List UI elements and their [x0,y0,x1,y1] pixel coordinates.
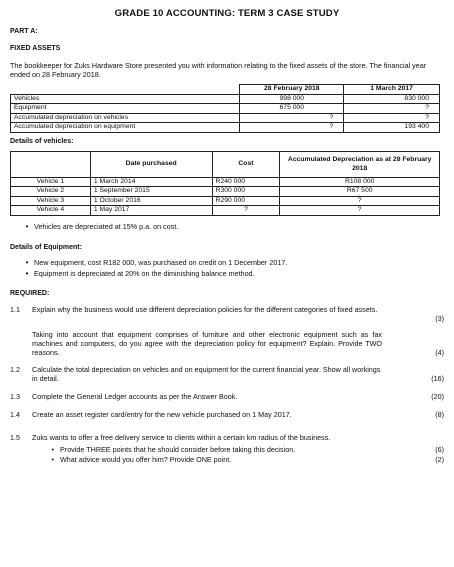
date-purchased: 1 September 2015 [90,187,212,196]
question-text: Calculate the total depreciation on vehicles and on equipment for the current financial year. Show all workings in detail. [32,365,381,384]
question-1-5 [10,433,444,442]
question-text: Provide THREE points that he should consider before taking this decision. [60,445,296,455]
depreciation-value: ? [280,206,440,215]
table-row [11,94,440,103]
question-text: What advice would you offer him? Provide ONE point. [60,455,232,465]
cell-value: 830 000 [344,94,440,103]
cost-value: R290 000 [212,196,280,205]
row-label: Equipment [11,104,240,113]
cell-value: ? [344,113,440,122]
table-row [11,196,440,205]
vehicle-name: Vehicle 3 [11,196,91,205]
equipment-heading: Details of Equipment: [10,243,82,251]
cell-value: ? [240,123,344,132]
question-marks: (8) [435,410,444,420]
question-number: 1.4 [10,410,20,420]
table-row [11,104,440,113]
cell-value: 193 400 [344,123,440,132]
question-number: 1.2 [10,365,20,375]
question-marks: (3) [435,314,444,324]
question-1-3 [10,392,444,401]
document-title: GRADE 10 ACCOUNTING: TERM 3 CASE STUDY [114,8,340,19]
bullet-glyph: • [51,455,54,465]
question-text: Complete the General Ledger accounts as per the Answer Book. [32,392,238,402]
question-marks: (6) [435,445,444,455]
table-row [11,113,440,122]
question-1-5-bullet [10,445,444,454]
question-text: Zuks wants to offer a free delivery service to clients within a certain km radius of the business. [32,433,331,443]
bullet-glyph: • [51,445,54,455]
part-a-heading: PART A: [10,27,38,35]
row-label: Vehicles [11,94,240,103]
fixed-assets-balances-table [10,84,440,132]
column-header-mar-2017: 1 March 2017 [344,85,440,94]
vehicles-details-table [10,151,440,216]
table-row [11,177,440,186]
date-purchased: 1 March 2014 [90,177,212,186]
cell-value: 675 000 [240,104,344,113]
vehicle-name: Vehicle 4 [11,206,91,215]
fixed-assets-heading: FIXED ASSETS [10,44,61,52]
cost-value: R300 000 [212,187,280,196]
table-row [11,206,440,215]
required-heading: REQUIRED: [10,290,50,298]
question-1-1 [10,305,444,323]
question-marks: (4) [435,348,444,358]
equipment-note [10,258,444,267]
question-1-1-part-2 [10,330,444,357]
cost-value: ? [212,206,280,215]
depreciation-value: R67 500 [280,187,440,196]
cell-value: 998 000 [240,94,344,103]
bullet-glyph: • [25,258,29,268]
date-purchased: 1 October 2016 [90,196,212,205]
row-label: Accumulated depreciation on vehicles [11,113,240,122]
depreciation-value: ? [280,196,440,205]
question-marks: (20) [431,392,444,402]
vehicles-heading: Details of vehicles: [10,137,74,145]
question-marks: (16) [431,374,444,384]
question-1-5-bullet [10,455,444,464]
vehicle-name: Vehicle 1 [11,177,91,186]
column-header-feb-2018: 28 February 2018 [240,85,344,94]
bullet-glyph: • [25,221,29,231]
equipment-note [10,269,444,278]
table-row [11,123,440,132]
cell-value: ? [240,113,344,122]
question-number: 1.5 [10,433,20,443]
column-header-accumulated-depreciation: Accumulated Depreciation as at 28 February 2018 [280,151,440,177]
cell-value: ? [344,104,440,113]
question-1-4 [10,410,444,419]
note-text: New equipment, cost R182 000, was purchased on credit on 1 December 2017. [34,258,288,268]
vehicle-name: Vehicle 2 [11,187,91,196]
intro-paragraph: The bookkeeper for Zuks Hardware Store presented you with information relating to the fixed assets of the store. The financial year ended on 28 February 2018. [10,61,427,80]
row-label: Accumulated depreciation on equipment [11,123,240,132]
question-text: Explain why the business would use different depreciation policies for the different categories of fixed assets. [32,305,378,315]
bullet-glyph: • [25,269,29,279]
column-header-date: Date purchased [90,151,212,177]
table-header-row [11,151,440,177]
date-purchased: 1 May 2017 [90,206,212,215]
question-number: 1.1 [10,305,20,315]
question-marks: (2) [435,455,444,465]
note-text: Equipment is depreciated at 20% on the diminishing balance method. [34,269,255,279]
note-text: Vehicles are depreciated at 15% p.a. on cost. [34,221,179,231]
table-row [11,187,440,196]
question-1-2 [10,365,444,383]
question-text: Taking into account that equipment comprises of furniture and other electronic equipment such as fax machines and computers, do you agree with the depreciation policy for equipment? Explain. Provide TWO reasons. [32,330,382,358]
question-number: 1.3 [10,392,20,402]
depreciation-value: R108 000 [280,177,440,186]
vehicle-depreciation-note [10,222,444,231]
column-header-cost: Cost [212,151,280,177]
question-text: Create an asset register card/entry for the new vehicle purchased on 1 May 2017. [32,410,292,420]
cost-value: R240 000 [212,177,280,186]
table-header-row [11,85,440,94]
